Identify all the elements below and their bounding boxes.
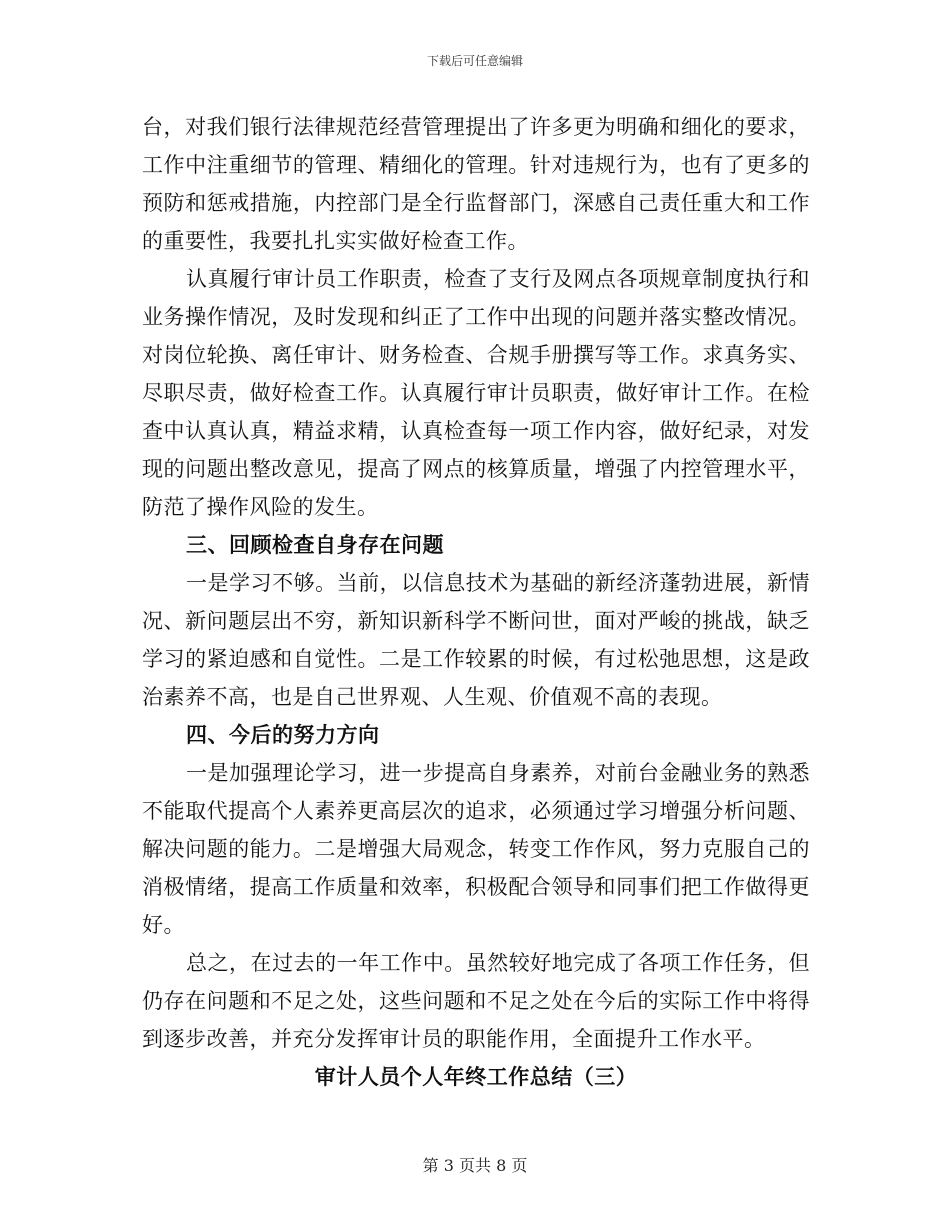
paragraph-problems: 一是学习不够。当前，以信息技术为基础的新经济蓬勃进展，新情况、新问题层出不穷，新知识新科学不断问世，面对严峻的挑战，缺乏学习的紧迫感和自觉性。二是工作较累的时候，有过松弛思想，这是政治素养不高，也是自己世界观、人生观、价值观不高的表现。 [142, 571, 810, 709]
next-document-title: 审计人员个人年终工作总结（三） [314, 1064, 638, 1089]
paragraph-conclusion: 总之，在过去的一年工作中。虽然较好地完成了各项工作任务，但仍存在问题和不足之处，这些问题和不足之处在今后的实际工作中将得到逐步改善，并充分发挥审计员的职能作用，全面提升工作水平。 [142, 951, 810, 1051]
paragraph-continuation: 台，对我们银行法律规范经营管理提出了许多更为明确和细化的要求，工作中注重细节的管理、精细化的管理。针对违规行为，也有了更多的预防和惩戒措施，内控部门是全行监督部门，深感自己责任重大和工作的重要性，我要扎扎实实做好检查工作。 [142, 115, 810, 253]
page-header-note: 下载后可任意编辑 [426, 54, 523, 68]
paragraph-direction: 一是加强理论学习，进一步提高自身素养，对前台金融业务的熟悉不能取代提高个人素养更高层次的追求，必须通过学习增强分析问题、解决问题的能力。二是增强大局观念，转变工作作风，努力克服自己的消极情绪，提高工作质量和效率，积极配合领导和同事们把工作做得更好。 [142, 761, 810, 937]
document-body [142, 108, 810, 1096]
paragraph-audit-duties: 认真履行审计员工作职责，检查了支行及网点各项规章制度执行和业务操作情况，及时发现和纠正了工作中出现的问题并落实整改情况。对岗位轮换、离任审计、财务检查、合规手册撰写等工作。求真务实、尽职尽责，做好检查工作。认真履行审计员职责，做好审计工作。在检查中认真认真，精益求精，认真检查每一项工作内容，做好纪录，对发现的问题出整改意见，提高了网点的核算质量，增强了内控管理水平，防范了操作风险的发生。 [142, 267, 810, 519]
section-heading-direction: 四、今后的努力方向 [186, 722, 380, 747]
section-heading-problems: 三、回顾检查自身存在问题 [186, 532, 444, 557]
page-number-footer: 第 3 页共 8 页 [422, 1156, 528, 1175]
